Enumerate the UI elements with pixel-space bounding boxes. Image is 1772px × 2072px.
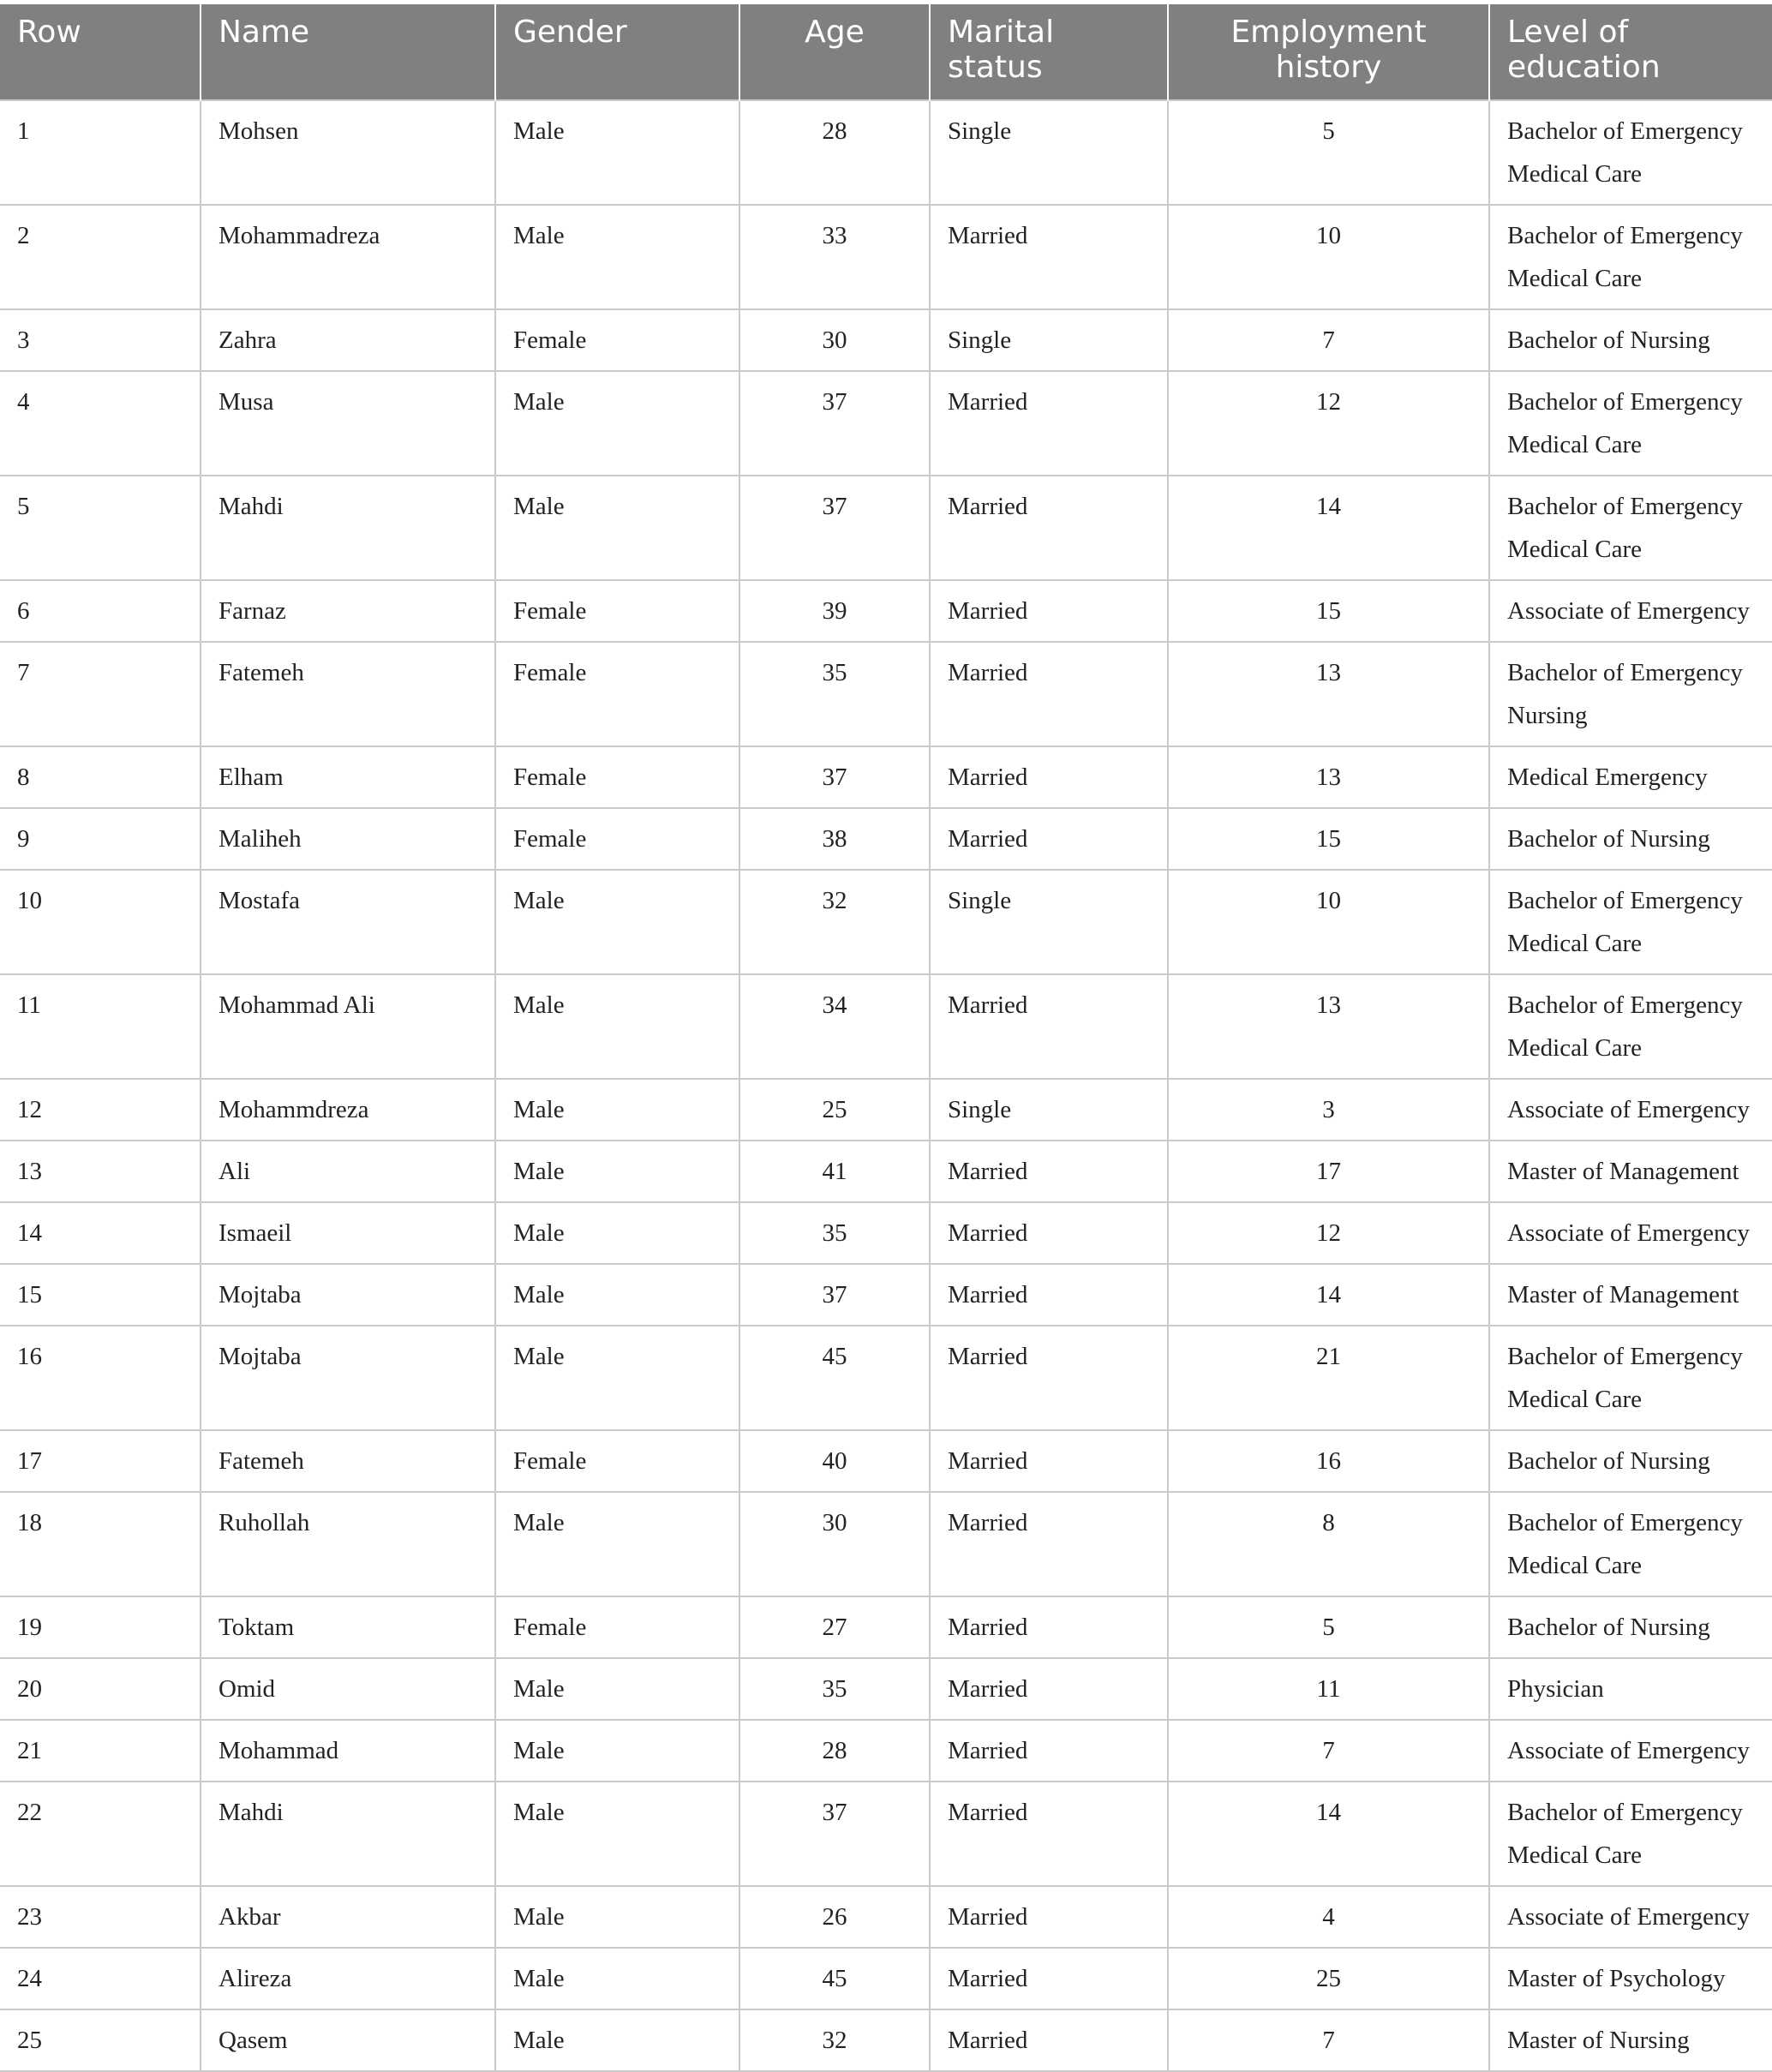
cell-employment-history: 11 (1168, 1658, 1489, 1720)
cell-row: 25 (0, 2009, 201, 2071)
cell-marital-status: Married (930, 642, 1168, 746)
cell-row: 22 (0, 1782, 201, 1886)
cell-row: 15 (0, 1264, 201, 1326)
cell-gender: Female (495, 1596, 739, 1658)
column-header-marital-status: Marital status (930, 4, 1168, 100)
cell-marital-status: Single (930, 1079, 1168, 1141)
cell-gender: Female (495, 746, 739, 808)
cell-age: 26 (739, 1886, 930, 1948)
cell-row: 17 (0, 1430, 201, 1492)
cell-marital-status: Married (930, 1141, 1168, 1202)
table-row (0, 808, 1772, 870)
cell-row: 18 (0, 1492, 201, 1596)
table-row (0, 746, 1772, 808)
cell-employment-history: 13 (1168, 974, 1489, 1079)
table-row (0, 371, 1772, 476)
cell-age: 38 (739, 808, 930, 870)
cell-marital-status: Married (930, 371, 1168, 476)
cell-age: 35 (739, 642, 930, 746)
cell-employment-history: 4 (1168, 1886, 1489, 1948)
cell-name: Mojtaba (201, 1326, 495, 1430)
table-row (0, 1492, 1772, 1596)
cell-name: Fatemeh (201, 642, 495, 746)
table-row (0, 1720, 1772, 1782)
cell-gender: Male (495, 1264, 739, 1326)
cell-gender: Male (495, 1326, 739, 1430)
cell-marital-status: Married (930, 1492, 1168, 1596)
cell-name: Alireza (201, 1948, 495, 2009)
cell-gender: Male (495, 371, 739, 476)
table-row (0, 642, 1772, 746)
cell-marital-status: Single (930, 309, 1168, 371)
cell-level-of-education: Bachelor of Emergency Nursing (1489, 642, 1772, 746)
cell-employment-history: 10 (1168, 205, 1489, 309)
cell-level-of-education: Physician (1489, 1658, 1772, 1720)
cell-gender: Male (495, 2009, 739, 2071)
cell-row: 16 (0, 1326, 201, 1430)
cell-gender: Female (495, 580, 739, 642)
cell-employment-history: 17 (1168, 1141, 1489, 1202)
table-row (0, 1202, 1772, 1264)
cell-level-of-education: Master of Nursing (1489, 2009, 1772, 2071)
cell-level-of-education: Bachelor of Emergency Medical Care (1489, 100, 1772, 205)
table-row (0, 1596, 1772, 1658)
cell-name: Mahdi (201, 476, 495, 580)
table-row (0, 1948, 1772, 2009)
cell-gender: Male (495, 1948, 739, 2009)
cell-employment-history: 16 (1168, 1430, 1489, 1492)
cell-gender: Female (495, 1430, 739, 1492)
cell-employment-history: 25 (1168, 1948, 1489, 2009)
cell-marital-status: Single (930, 100, 1168, 205)
cell-row: 14 (0, 1202, 201, 1264)
table-row (0, 870, 1772, 974)
cell-row: 19 (0, 1596, 201, 1658)
cell-employment-history: 7 (1168, 1720, 1489, 1782)
cell-row: 2 (0, 205, 201, 309)
cell-gender: Male (495, 974, 739, 1079)
cell-name: Ismaeil (201, 1202, 495, 1264)
table-row (0, 1886, 1772, 1948)
table-row (0, 974, 1772, 1079)
cell-row: 8 (0, 746, 201, 808)
cell-marital-status: Married (930, 580, 1168, 642)
cell-gender: Male (495, 476, 739, 580)
table-row (0, 1658, 1772, 1720)
cell-marital-status: Married (930, 476, 1168, 580)
participants-table (0, 4, 1772, 2072)
cell-age: 45 (739, 1948, 930, 2009)
cell-employment-history: 14 (1168, 1264, 1489, 1326)
cell-level-of-education: Associate of Emergency (1489, 1886, 1772, 1948)
cell-employment-history: 7 (1168, 309, 1489, 371)
cell-level-of-education: Master of Management (1489, 1141, 1772, 1202)
cell-gender: Male (495, 1141, 739, 1202)
cell-row: 21 (0, 1720, 201, 1782)
cell-name: Mohsen (201, 100, 495, 205)
table-row (0, 1430, 1772, 1492)
cell-age: 30 (739, 1492, 930, 1596)
table-row (0, 205, 1772, 309)
cell-marital-status: Married (930, 746, 1168, 808)
cell-gender: Male (495, 1886, 739, 1948)
cell-age: 40 (739, 1430, 930, 1492)
cell-marital-status: Married (930, 1658, 1168, 1720)
cell-age: 41 (739, 1141, 930, 1202)
cell-level-of-education: Bachelor of Nursing (1489, 309, 1772, 371)
cell-gender: Male (495, 1782, 739, 1886)
table-row (0, 309, 1772, 371)
cell-employment-history: 8 (1168, 1492, 1489, 1596)
table-row (0, 1264, 1772, 1326)
cell-marital-status: Married (930, 1264, 1168, 1326)
cell-gender: Male (495, 1658, 739, 1720)
column-header-age: Age (739, 4, 930, 100)
cell-name: Ruhollah (201, 1492, 495, 1596)
cell-level-of-education: Associate of Emergency (1489, 580, 1772, 642)
cell-marital-status: Married (930, 1948, 1168, 2009)
cell-employment-history: 21 (1168, 1326, 1489, 1430)
cell-employment-history: 12 (1168, 371, 1489, 476)
cell-row: 24 (0, 1948, 201, 2009)
cell-employment-history: 5 (1168, 1596, 1489, 1658)
cell-row: 3 (0, 309, 201, 371)
cell-age: 25 (739, 1079, 930, 1141)
cell-marital-status: Married (930, 1720, 1168, 1782)
cell-marital-status: Married (930, 1886, 1168, 1948)
cell-age: 35 (739, 1202, 930, 1264)
cell-gender: Male (495, 1720, 739, 1782)
cell-name: Mojtaba (201, 1264, 495, 1326)
cell-marital-status: Married (930, 974, 1168, 1079)
cell-gender: Male (495, 100, 739, 205)
cell-level-of-education: Master of Management (1489, 1264, 1772, 1326)
cell-name: Akbar (201, 1886, 495, 1948)
cell-age: 37 (739, 1782, 930, 1886)
cell-age: 37 (739, 371, 930, 476)
cell-employment-history: 5 (1168, 100, 1489, 205)
cell-age: 35 (739, 1658, 930, 1720)
header-row (0, 4, 1772, 100)
table-row (0, 2009, 1772, 2071)
cell-employment-history: 3 (1168, 1079, 1489, 1141)
cell-row: 23 (0, 1886, 201, 1948)
column-header-row: Row (0, 4, 201, 100)
cell-age: 27 (739, 1596, 930, 1658)
cell-employment-history: 12 (1168, 1202, 1489, 1264)
cell-employment-history: 10 (1168, 870, 1489, 974)
cell-name: Ali (201, 1141, 495, 1202)
cell-marital-status: Married (930, 1782, 1168, 1886)
cell-age: 37 (739, 476, 930, 580)
cell-name: Mohammad (201, 1720, 495, 1782)
cell-name: Musa (201, 371, 495, 476)
cell-age: 33 (739, 205, 930, 309)
cell-name: Zahra (201, 309, 495, 371)
cell-employment-history: 14 (1168, 1782, 1489, 1886)
cell-row: 12 (0, 1079, 201, 1141)
cell-marital-status: Married (930, 1326, 1168, 1430)
cell-name: Farnaz (201, 580, 495, 642)
cell-level-of-education: Bachelor of Emergency Medical Care (1489, 1326, 1772, 1430)
cell-marital-status: Married (930, 2009, 1168, 2071)
table-row (0, 1079, 1772, 1141)
cell-row: 9 (0, 808, 201, 870)
cell-employment-history: 7 (1168, 2009, 1489, 2071)
cell-level-of-education: Bachelor of Nursing (1489, 1430, 1772, 1492)
table-row (0, 1782, 1772, 1886)
cell-age: 30 (739, 309, 930, 371)
cell-row: 20 (0, 1658, 201, 1720)
cell-name: Mahdi (201, 1782, 495, 1886)
cell-gender: Male (495, 1492, 739, 1596)
cell-row: 4 (0, 371, 201, 476)
column-header-gender: Gender (495, 4, 739, 100)
cell-level-of-education: Bachelor of Emergency Medical Care (1489, 1492, 1772, 1596)
cell-name: Elham (201, 746, 495, 808)
cell-age: 28 (739, 1720, 930, 1782)
cell-gender: Male (495, 1079, 739, 1141)
cell-name: Mohammad Ali (201, 974, 495, 1079)
table-row (0, 1141, 1772, 1202)
cell-age: 32 (739, 2009, 930, 2071)
cell-gender: Male (495, 205, 739, 309)
cell-name: Qasem (201, 2009, 495, 2071)
cell-age: 37 (739, 746, 930, 808)
cell-level-of-education: Bachelor of Nursing (1489, 808, 1772, 870)
cell-level-of-education: Associate of Emergency (1489, 1720, 1772, 1782)
cell-row: 13 (0, 1141, 201, 1202)
table-body (0, 100, 1772, 2071)
cell-marital-status: Married (930, 1596, 1168, 1658)
cell-employment-history: 15 (1168, 580, 1489, 642)
cell-row: 7 (0, 642, 201, 746)
column-header-level-of-education: Level of education (1489, 4, 1772, 100)
cell-employment-history: 13 (1168, 746, 1489, 808)
cell-row: 1 (0, 100, 201, 205)
table-row (0, 100, 1772, 205)
cell-level-of-education: Bachelor of Emergency Medical Care (1489, 371, 1772, 476)
cell-gender: Male (495, 870, 739, 974)
cell-employment-history: 13 (1168, 642, 1489, 746)
cell-marital-status: Married (930, 1430, 1168, 1492)
cell-level-of-education: Master of Psychology (1489, 1948, 1772, 2009)
table-row (0, 580, 1772, 642)
cell-level-of-education: Associate of Emergency (1489, 1202, 1772, 1264)
cell-gender: Male (495, 1202, 739, 1264)
cell-level-of-education: Medical Emergency (1489, 746, 1772, 808)
cell-age: 39 (739, 580, 930, 642)
cell-age: 45 (739, 1326, 930, 1430)
cell-name: Mohammadreza (201, 205, 495, 309)
cell-age: 37 (739, 1264, 930, 1326)
cell-marital-status: Married (930, 808, 1168, 870)
cell-level-of-education: Bachelor of Emergency Medical Care (1489, 205, 1772, 309)
column-header-employment-history: Employment history (1168, 4, 1489, 100)
cell-level-of-education: Bachelor of Emergency Medical Care (1489, 870, 1772, 974)
table-row (0, 1326, 1772, 1430)
cell-level-of-education: Bachelor of Nursing (1489, 1596, 1772, 1658)
cell-marital-status: Single (930, 870, 1168, 974)
cell-row: 10 (0, 870, 201, 974)
table-row (0, 476, 1772, 580)
cell-name: Toktam (201, 1596, 495, 1658)
cell-marital-status: Married (930, 205, 1168, 309)
cell-gender: Female (495, 808, 739, 870)
cell-row: 6 (0, 580, 201, 642)
cell-age: 32 (739, 870, 930, 974)
cell-name: Omid (201, 1658, 495, 1720)
cell-employment-history: 14 (1168, 476, 1489, 580)
cell-employment-history: 15 (1168, 808, 1489, 870)
cell-row: 11 (0, 974, 201, 1079)
cell-age: 34 (739, 974, 930, 1079)
cell-age: 28 (739, 100, 930, 205)
cell-row: 5 (0, 476, 201, 580)
cell-marital-status: Married (930, 1202, 1168, 1264)
cell-level-of-education: Bachelor of Emergency Medical Care (1489, 974, 1772, 1079)
cell-name: Fatemeh (201, 1430, 495, 1492)
cell-gender: Female (495, 309, 739, 371)
cell-level-of-education: Bachelor of Emergency Medical Care (1489, 476, 1772, 580)
cell-level-of-education: Associate of Emergency (1489, 1079, 1772, 1141)
cell-name: Maliheh (201, 808, 495, 870)
cell-name: Mostafa (201, 870, 495, 974)
cell-name: Mohammdreza (201, 1079, 495, 1141)
cell-gender: Female (495, 642, 739, 746)
column-header-name: Name (201, 4, 495, 100)
cell-level-of-education: Bachelor of Emergency Medical Care (1489, 1782, 1772, 1886)
